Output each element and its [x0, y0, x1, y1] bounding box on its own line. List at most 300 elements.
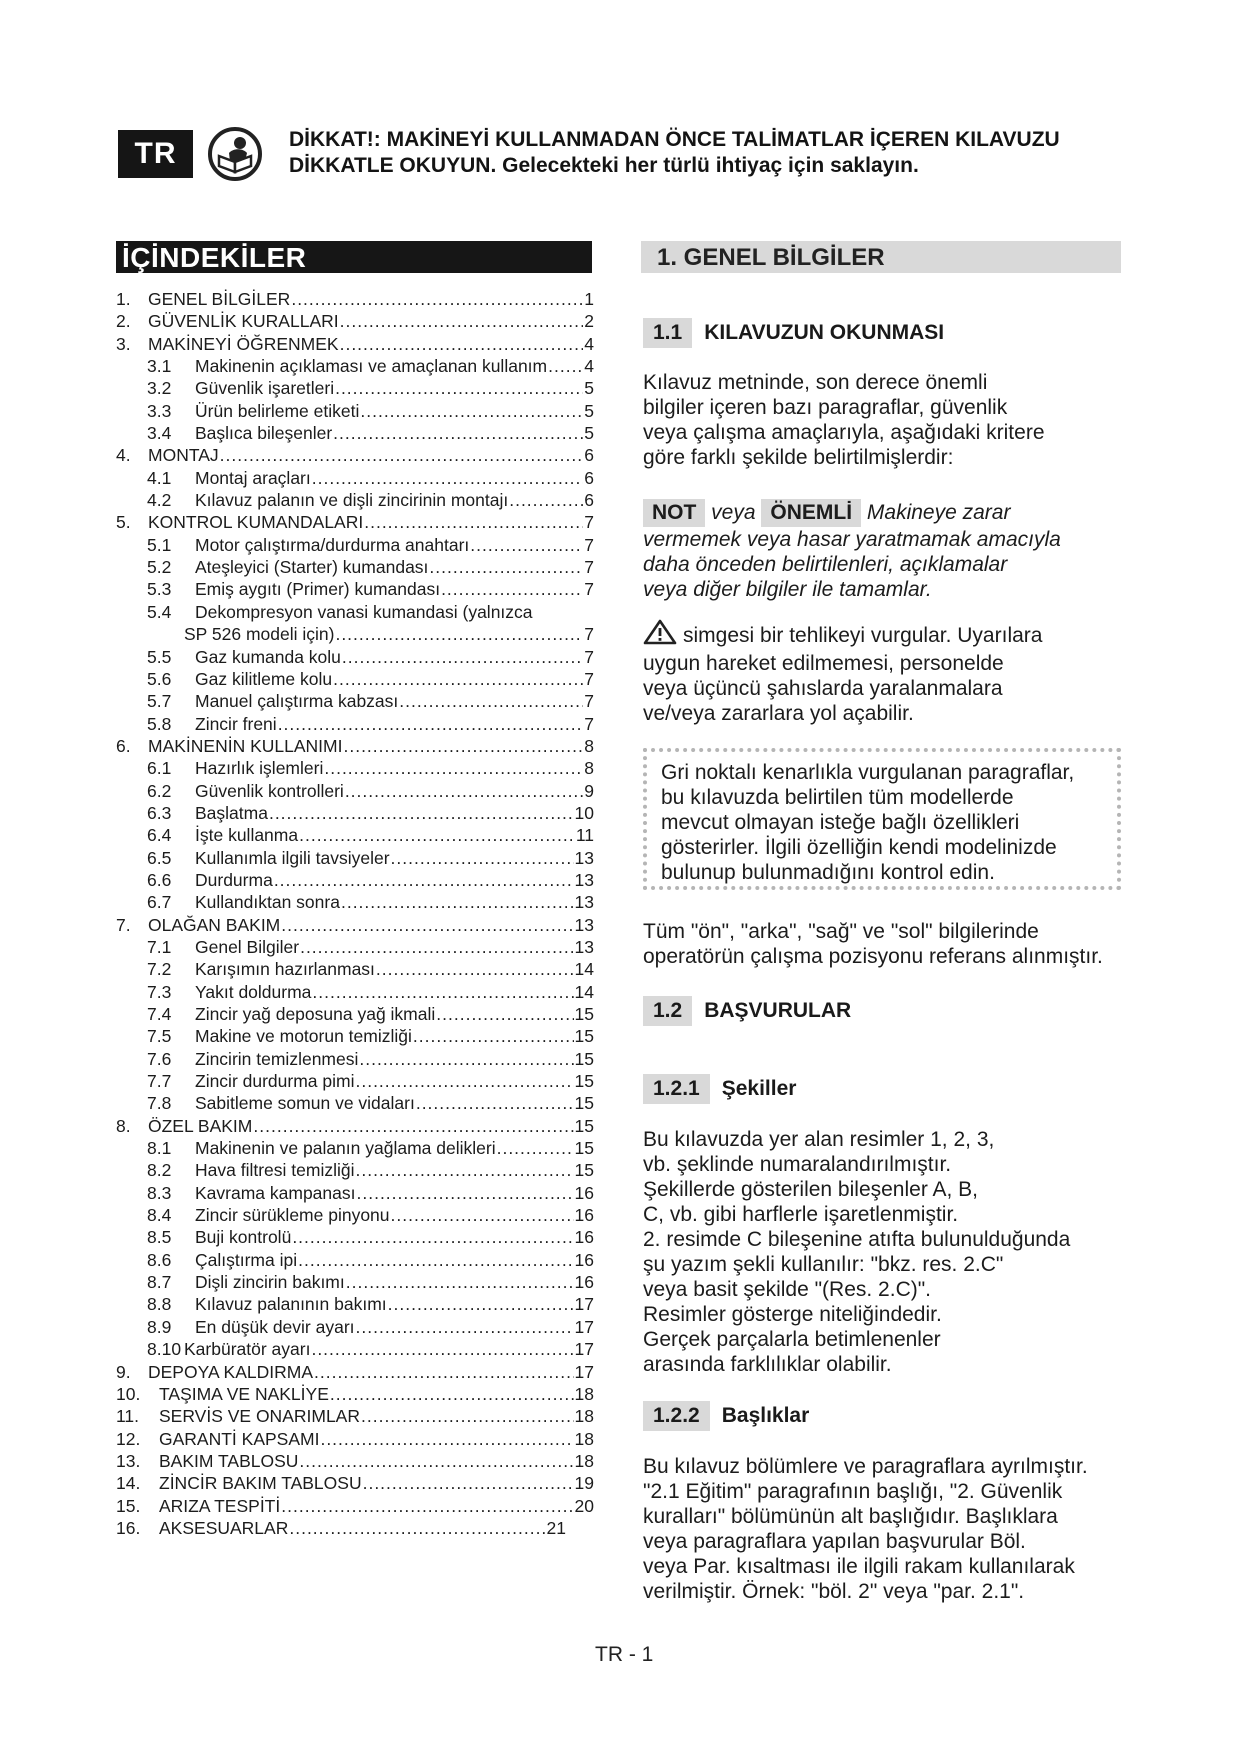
toc-entry-number: 10.: [116, 1383, 141, 1404]
toc-entry-number: 3.: [116, 333, 131, 354]
text-line: uygun hareket edilmemesi, personelde: [643, 652, 1004, 675]
toc-entry-page: 7: [584, 668, 594, 689]
toc-entry-number: 4.: [116, 445, 131, 466]
toc-entry-page: 19: [574, 1473, 594, 1494]
toc-entry-title: Çalıştırma ipi: [195, 1249, 298, 1270]
toc-entry: [116, 489, 594, 511]
toc-entry-title: Hava filtresi temizliği: [195, 1160, 355, 1181]
toc-entry-title: Karışımın hazırlanması: [195, 959, 375, 980]
toc-entry: [116, 1472, 594, 1494]
toc-entry: [116, 914, 594, 936]
toc-dot-leader: [346, 1271, 574, 1293]
toc-entry-page: 15: [574, 1026, 594, 1047]
safety-warning: [289, 127, 1139, 179]
toc-entry: [116, 1361, 594, 1383]
text-line: bilgiler içeren bazı paragraflar, güvenlik: [643, 396, 1008, 419]
toc-entry: [116, 646, 594, 668]
toc-entry-number: 15.: [116, 1495, 141, 1516]
toc-entry-title: KONTROL KUMANDALARI: [148, 512, 364, 533]
toc-dot-leader: [391, 847, 574, 869]
subsection-title: BAŞVURULAR: [704, 999, 852, 1022]
toc-entry-number: 7.7: [147, 1071, 172, 1092]
toc-entry-number: 6.3: [147, 802, 172, 823]
toc-entry-number: 9.: [116, 1361, 131, 1382]
toc-entry-title: Buji kontrolü: [195, 1227, 292, 1248]
toc-entry-title: Zincir durdurma pimi: [195, 1071, 355, 1092]
toc-entry: [116, 1517, 566, 1539]
toc-entry-title: Sabitleme somun ve vidaları: [195, 1093, 415, 1114]
text-line: gösterirler. İlgili özelliğin kendi modelinizde: [661, 836, 1057, 859]
toc-entry: [116, 400, 594, 422]
toc-dot-leader: [364, 511, 583, 533]
text-line: "2.1 Eğitim" paragrafının başlığı, "2. Güvenlik: [643, 1480, 1063, 1503]
subsection-heading-1-1: [643, 318, 944, 348]
toc-entry-page: 4: [584, 356, 594, 377]
toc-entry: [116, 1383, 594, 1405]
text-fragment: veya: [711, 501, 756, 524]
toc-entry-number: 6.: [116, 735, 131, 756]
toc-entry-number: 8.4: [147, 1205, 172, 1226]
text-line: kuralları" bölümünün alt başlığıdır. Başlıklara: [643, 1505, 1058, 1528]
toc-entry-title: Motor çalıştırma/durdurma anahtarı: [195, 534, 470, 555]
toc-entry-number: 6.4: [147, 825, 172, 846]
headings-paragraph: [643, 1454, 1163, 1604]
toc-entry-page: 14: [574, 981, 594, 1002]
toc-entry-number: 7.8: [147, 1093, 172, 1114]
warning-line-1: DİKKAT!: MAKİNEYİ KULLANMADAN ÖNCE TALİMATLAR İÇEREN KILAVUZU: [289, 128, 1060, 151]
toc-entry: [116, 757, 594, 779]
toc-entry-page: 18: [574, 1450, 594, 1471]
toc-entry: [116, 444, 594, 466]
toc-entry-title: Başlıca bileşenler: [195, 423, 333, 444]
toc-entry: [116, 1316, 594, 1338]
toc-dot-leader: [314, 1361, 574, 1383]
toc-entry: [116, 847, 594, 869]
toc-entry-number: 7.: [116, 914, 131, 935]
text-line: operatörün çalışma pozisyonu referans alınmıştır.: [643, 945, 1103, 968]
text-line: veya üçüncü şahıslarda yaralanmalara: [643, 677, 1003, 700]
toc-entry-page: 7: [584, 579, 594, 600]
toc-entry-title: MAKİNENİN KULLANIMI: [148, 735, 343, 756]
toc-entry-title: Gaz kumanda kolu: [195, 646, 341, 667]
toc-entry: [116, 467, 594, 489]
toc-entry-number: 5.2: [147, 557, 172, 578]
toc-entry-page: 15: [574, 1004, 594, 1024]
toc-entry-page: 17: [574, 1339, 594, 1360]
toc-entry: [116, 1204, 594, 1226]
toc-entry-title: Ürün belirleme etiketi: [195, 400, 360, 421]
note-paragraph: [643, 499, 1133, 602]
toc-entry-number: 13.: [116, 1450, 141, 1471]
toc-dot-leader: [335, 623, 583, 645]
toc-entry-title: MONTAJ: [148, 445, 219, 466]
text-line: Şekillerde gösterilen bileşenler A, B,: [643, 1178, 979, 1201]
text-line: göre farklı şekilde belirtilmişlerdir:: [643, 446, 954, 469]
toc-entry-page: 13: [574, 847, 594, 868]
toc-entry-page: 13: [574, 936, 594, 957]
toc-entry-page: 7: [584, 691, 594, 712]
toc-dot-leader: [291, 288, 583, 310]
toc-entry-number: 4.2: [147, 490, 172, 511]
reading-intro-paragraph: [643, 370, 1133, 470]
toc-entry-page: 20: [574, 1495, 594, 1516]
toc-entry-page: 8: [584, 735, 594, 756]
text-line: Gerçek parçalarla betimlenenler: [643, 1328, 941, 1351]
toc-entry-title: BAKIM TABLOSU: [159, 1450, 299, 1471]
toc-entry-title: Dişli zincirin bakımı: [195, 1272, 345, 1293]
read-manual-icon: [207, 126, 263, 182]
toc-entry-number: 8.2: [147, 1160, 172, 1181]
toc-entry-title: Kullanımla ilgili tavsiyeler: [195, 847, 390, 868]
toc-dot-leader: [342, 646, 583, 668]
toc-entry-page: 15: [574, 1093, 594, 1114]
toc-dot-leader: [299, 824, 575, 846]
toc-entry: [116, 1271, 594, 1293]
toc-entry: [116, 534, 594, 556]
toc-dot-leader: [363, 1472, 574, 1494]
subsection-heading-1-2-2: [643, 1401, 809, 1431]
toc-entry: [116, 288, 594, 310]
toc-dot-leader: [281, 1495, 573, 1517]
toc-entry-page: 15: [574, 1048, 594, 1069]
toc-entry: [116, 1495, 594, 1517]
text-line: bulunup bulunmadığını kontrol edin.: [661, 861, 995, 884]
toc-entry-page: 4: [584, 333, 594, 354]
toc-entry-number: 8.9: [147, 1316, 172, 1337]
toc-entry-title: ÖZEL BAKIM: [148, 1115, 253, 1136]
text-line: C, vb. gibi harflerle işaretlenmiştir.: [643, 1203, 959, 1226]
toc-entry-title: Kavrama kampanası: [195, 1182, 356, 1203]
toc-dot-leader: [292, 1226, 573, 1248]
toc-entry-title: İşte kullanma: [195, 825, 299, 846]
toc-entry-title: Zincir yağ deposuna yağ ikmali: [195, 1004, 436, 1024]
text-line: bu kılavuzda belirtilen tüm modellerde: [661, 786, 1014, 809]
toc-entry-title: Dekompresyon vanasi kumandasi (yalnızca: [195, 601, 533, 622]
toc-entry-number: 4.1: [147, 467, 172, 488]
toc-dot-leader: [355, 1159, 573, 1181]
toc-entry: [116, 1025, 594, 1047]
toc-entry-number: 5.4: [147, 601, 172, 622]
text-line: Gri noktalı kenarlıkla vurgulanan paragraflar,: [661, 761, 1075, 784]
toc-entry: [116, 713, 594, 735]
toc-entry-page: 16: [574, 1205, 594, 1226]
text-line: verilmiştir. Örnek: "böl. 2" veya "par. 2.1".: [643, 1580, 1025, 1603]
toc-dot-leader: [278, 713, 584, 735]
toc-entry-page: 13: [574, 914, 594, 935]
toc-entry-title: Montaj araçları: [195, 467, 311, 488]
toc-entry-page: 17: [574, 1294, 594, 1315]
not-tag: NOT: [643, 499, 705, 527]
toc-entry: [116, 1048, 594, 1070]
toc-entry-number: 7.6: [147, 1048, 172, 1069]
toc-entry-title: Başlatma: [195, 802, 268, 823]
danger-paragraph: [643, 619, 1133, 726]
toc-entry-number: 7.2: [147, 959, 172, 980]
toc-entry-page: 15: [574, 1138, 594, 1159]
toc-entry: [116, 802, 594, 824]
toc-entry-page: 16: [574, 1272, 594, 1293]
toc-entry-number: [147, 623, 184, 645]
toc-entry-page: 2: [584, 311, 594, 332]
toc-entry: [116, 958, 594, 980]
toc-entry-title: GENEL BİLGİLER: [148, 289, 291, 309]
toc-entry: [116, 869, 594, 891]
toc-entry-title: Makine ve motorun temizliği: [195, 1026, 412, 1047]
toc-entry-page: 7: [584, 534, 594, 555]
text-line: Bu kılavuzda yer alan resimler 1, 2, 3,: [643, 1128, 995, 1151]
toc-dot-leader: [357, 1182, 574, 1204]
toc-entry-title: SP 526 modeli için): [184, 624, 335, 645]
toc-entry-number: 7.5: [147, 1026, 172, 1047]
toc-entry: [116, 1450, 594, 1472]
optional-features-box: [643, 748, 1121, 890]
toc-dot-leader: [341, 891, 574, 913]
text-line: Tüm "ön", "arka", "sağ" ve "sol" bilgilerinde: [643, 920, 1039, 943]
toc-entry-title: Ateşleyici (Starter) kumandası: [195, 557, 429, 578]
toc-entry-title: Manuel çalıştırma kabzası: [195, 691, 399, 712]
toc-entry-number: 8.8: [147, 1294, 172, 1315]
toc-entry: [116, 1338, 594, 1360]
toc-entry-number: 3.3: [147, 400, 172, 421]
toc-entry-page: 15: [574, 1071, 594, 1092]
toc-entry-number: 7.3: [147, 981, 172, 1002]
toc-dot-leader: [299, 1450, 573, 1472]
toc-entry-number: 6.7: [147, 892, 172, 913]
toc-entry-number: 5.7: [147, 691, 172, 712]
toc-entry-title: Makinenin açıklaması ve amaçlanan kullanım: [195, 356, 548, 377]
warning-triangle-icon: [643, 619, 677, 651]
text-line: veya basit şekilde "(Res. 2.C)".: [643, 1278, 932, 1301]
toc-entry-number: 8.3: [147, 1182, 172, 1203]
toc-dot-leader: [220, 444, 584, 466]
toc-entry-title: MAKİNEYİ ÖĞRENMEK: [148, 333, 339, 354]
toc-entry-number: 1.: [116, 289, 131, 309]
toc-entry: [116, 355, 594, 377]
text-line: vb. şeklinde numaralandırılmıştır.: [643, 1153, 952, 1176]
toc-entry: [116, 1405, 594, 1427]
toc-entry-page: 16: [574, 1227, 594, 1248]
toc-entry-title: Kullandıktan sonra: [195, 892, 340, 913]
toc-entry-title: Zincir sürükleme pinyonu: [195, 1205, 390, 1226]
toc-entry-title: Hazırlık işlemleri: [195, 758, 324, 779]
toc-dot-leader: [289, 1517, 545, 1539]
toc-dot-leader: [355, 1070, 573, 1092]
toc-entry-page: 16: [574, 1249, 594, 1270]
subsection-title: Şekiller: [721, 1077, 797, 1100]
toc-entry: [116, 1115, 594, 1137]
toc-entry-title: Gaz kilitleme kolu: [195, 668, 333, 689]
toc-entry-page: 17: [574, 1316, 594, 1337]
toc-entry-page: 7: [584, 646, 594, 667]
toc-entry-page: 5: [584, 400, 594, 421]
toc-entry: [116, 1182, 594, 1204]
toc-entry: [116, 1428, 594, 1450]
text-line: şu yazım şekli kullanılır: "bkz. res. 2.C": [643, 1253, 1004, 1276]
toc-entry-page: 7: [584, 512, 594, 533]
toc-entry-number: 14.: [116, 1473, 141, 1494]
toc-dot-leader: [509, 489, 583, 511]
toc-entry: [116, 623, 594, 645]
toc-entry-page: 6: [584, 490, 594, 511]
toc-entry-title: En düşük devir ayarı: [195, 1316, 355, 1337]
toc-entry: [116, 824, 594, 846]
toc-entry-page: 7: [584, 624, 594, 645]
toc-entry-page: 6: [584, 467, 594, 488]
toc-entry-number: 7.4: [147, 1004, 172, 1024]
toc-entry: [116, 377, 594, 399]
text-line: 2. resimde C bileşenine atıfta bulunulduğunda: [643, 1228, 1071, 1251]
text-line: Bu kılavuz bölümlere ve paragraflara ayrılmıştır.: [643, 1455, 1088, 1478]
toc-entry: [116, 1070, 594, 1092]
toc-entry-page: 9: [584, 780, 594, 801]
language-badge: TR: [118, 130, 193, 178]
toc-entry-number: 12.: [116, 1428, 141, 1449]
toc-entry: [116, 735, 594, 757]
toc-title: İÇİNDEKİLER: [116, 241, 592, 273]
toc-dot-leader: [441, 578, 583, 600]
toc-entry-title: Kılavuz palanının bakımı: [195, 1294, 387, 1315]
toc-entry-number: 5.8: [147, 713, 172, 734]
text-line: Resimler gösterge niteliğindedir.: [643, 1303, 942, 1326]
toc-entry: [116, 1137, 594, 1159]
toc-entry-page: 15: [574, 1160, 594, 1181]
toc-entry-title: OLAĞAN BAKIM: [148, 914, 281, 935]
subsection-number: 1.2.1: [643, 1074, 710, 1104]
toc-dot-leader: [497, 1137, 574, 1159]
toc-dot-leader: [333, 668, 583, 690]
toc-entry: [116, 936, 594, 958]
toc-dot-leader: [333, 422, 583, 444]
toc-entry-title: SERVİS VE ONARIMLAR: [159, 1406, 360, 1427]
toc-entry-page: 14: [574, 959, 594, 980]
toc-dot-leader: [361, 1405, 574, 1427]
text-line: Kılavuz metninde, son derece önemli: [643, 371, 988, 394]
toc-entry-number: 5.3: [147, 579, 172, 600]
warning-line-2: DİKKATLE OKUYUN. Gelecekteki her türlü ihtiyaç için saklayın.: [289, 154, 919, 177]
toc-entry-number: 8.6: [147, 1249, 172, 1270]
section-title: 1. GENEL BİLGİLER: [641, 241, 1121, 273]
toc-entry-page: 5: [584, 423, 594, 444]
toc-entry: [116, 1092, 594, 1114]
toc-dot-leader: [311, 1338, 573, 1360]
toc-entry-number: 6.6: [147, 869, 172, 890]
toc-entry: [116, 1226, 594, 1248]
toc-entry-page: 17: [574, 1361, 594, 1382]
subsection-number: 1.1: [643, 318, 692, 348]
toc-entry-number: 8.1: [147, 1138, 172, 1159]
toc-entry-title: Güvenlik kontrolleri: [195, 780, 344, 801]
subsection-number: 1.2.2: [643, 1401, 710, 1431]
toc-entry: [116, 578, 594, 600]
toc-dot-leader: [312, 467, 584, 489]
text-line: veya Par. kısaltması ile ilgili rakam kullanılarak: [643, 1555, 1075, 1578]
toc-entry: [116, 511, 594, 533]
directions-paragraph: [643, 919, 1163, 969]
text-line: arasında farklılıklar olabilir.: [643, 1353, 892, 1376]
toc-entry: [116, 1249, 594, 1271]
toc-entry: [116, 556, 594, 578]
toc-entry-number: 3.2: [147, 378, 172, 399]
toc-dot-leader: [269, 802, 574, 824]
text-line: veya paragraflara yapılan başvurular Böl.: [643, 1530, 1026, 1553]
subsection-title: Başlıklar: [721, 1404, 810, 1427]
toc-entry-title: Zincirin temizlenmesi: [195, 1048, 359, 1069]
toc-entry-page: 6: [584, 445, 594, 466]
toc-entry-number: 6.1: [147, 758, 172, 779]
toc-entry: [116, 1003, 594, 1025]
toc-entry: [116, 1159, 594, 1181]
toc-entry: [116, 310, 594, 332]
text-line: ve/veya zararlara yol açabilir.: [643, 702, 914, 725]
toc-entry-title: ARIZA TESPİTİ: [159, 1495, 281, 1516]
toc-entry-number: 3.4: [147, 423, 172, 444]
toc-dot-leader: [356, 1316, 574, 1338]
toc-entry: [116, 422, 594, 444]
toc-entry-title: Makinenin ve palanın yağlama delikleri: [195, 1138, 496, 1159]
toc-entry-page: 18: [574, 1406, 594, 1427]
toc-entry-page: 13: [574, 869, 594, 890]
toc-entry-page: 8: [584, 758, 594, 779]
toc-dot-leader: [312, 981, 573, 1003]
toc-entry-number: 7.1: [147, 936, 172, 957]
toc-dot-leader: [416, 1092, 574, 1114]
toc-entry-number: 16.: [116, 1517, 141, 1538]
text-line: mevcut olmayan isteğe bağlı özellikleri: [661, 811, 1020, 834]
toc-dot-leader: [274, 869, 574, 891]
toc-dot-leader: [413, 1025, 574, 1047]
toc-entry-title: GÜVENLİK KURALLARI: [148, 311, 339, 332]
toc-entry-page: 18: [574, 1383, 594, 1404]
toc-entry: [116, 981, 594, 1003]
toc-dot-leader: [340, 333, 584, 355]
onemli-tag: ÖNEMLİ: [761, 499, 861, 527]
toc-dot-leader: [253, 1115, 573, 1137]
toc-entry-title: AKSESUARLAR: [159, 1517, 289, 1538]
toc-entry-page: 21: [546, 1517, 566, 1538]
toc-entry-page: 13: [574, 892, 594, 913]
toc-entry-page: 11: [575, 825, 594, 846]
table-of-contents: [116, 288, 594, 1539]
toc-entry-page: 1: [584, 289, 594, 309]
toc-entry-title: Durdurma: [195, 869, 273, 890]
subsection-number: 1.2: [643, 996, 692, 1026]
toc-dot-leader: [340, 310, 584, 332]
text-line: veya diğer bilgiler ile tamamlar.: [643, 578, 932, 601]
toc-entry-title: Karbüratör ayarı: [184, 1339, 311, 1360]
toc-entry-title: GARANTİ KAPSAMI: [159, 1428, 320, 1449]
toc-entry-number: 11.: [116, 1406, 140, 1427]
toc-dot-leader: [320, 1428, 573, 1450]
toc-dot-leader: [436, 1003, 573, 1025]
toc-entry-page: 7: [584, 713, 594, 734]
toc-dot-leader: [470, 534, 583, 556]
toc-entry-number: 8.10: [147, 1339, 182, 1360]
toc-entry-title: Güvenlik işaretleri: [195, 378, 335, 399]
toc-dot-leader: [548, 355, 583, 377]
toc-entry: [116, 891, 594, 913]
toc-dot-leader: [391, 1204, 574, 1226]
toc-dot-leader: [298, 1249, 573, 1271]
subsection-heading-1-2: [643, 996, 851, 1026]
figures-paragraph: [643, 1127, 1143, 1377]
toc-dot-leader: [429, 556, 583, 578]
toc-entry-page: 15: [574, 1115, 594, 1136]
toc-dot-leader: [343, 735, 583, 757]
toc-entry: [116, 601, 594, 623]
toc-entry-title: Genel Bilgiler: [195, 936, 300, 957]
toc-dot-leader: [360, 400, 583, 422]
page-number: TR - 1: [595, 1643, 654, 1666]
